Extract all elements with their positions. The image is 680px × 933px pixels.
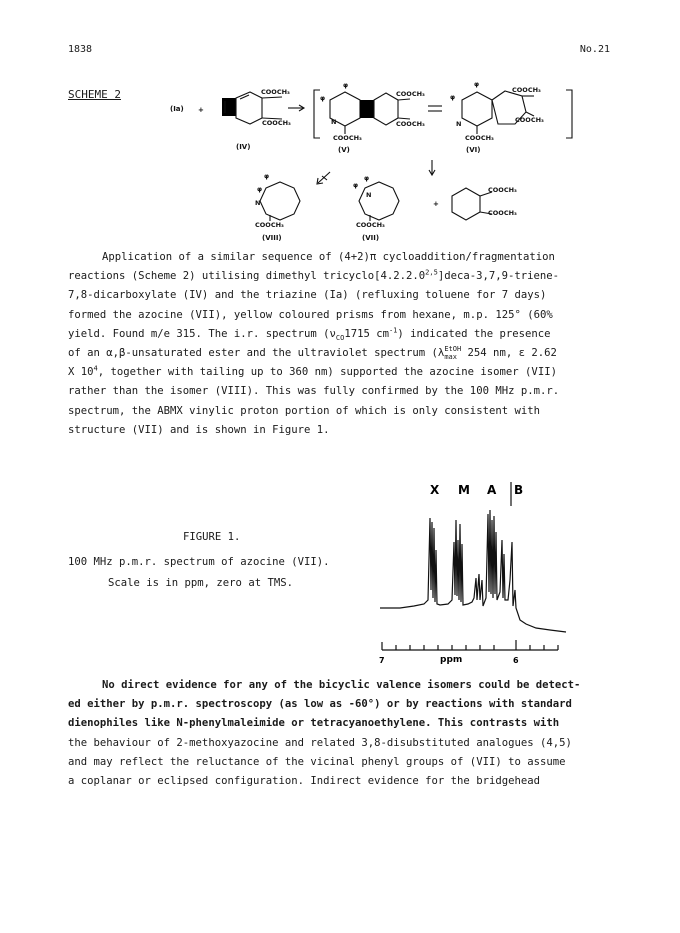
phenyl-label: φ bbox=[353, 181, 359, 189]
spectrum-trace bbox=[380, 510, 566, 632]
structure-vi bbox=[450, 80, 544, 142]
nitrogen-label: N bbox=[331, 118, 337, 126]
figure-caption: 100 MHz p.m.r. spectrum of azocine (VII). bbox=[68, 556, 330, 568]
phenyl-label: φ bbox=[257, 185, 263, 193]
phenyl-label: φ bbox=[474, 80, 480, 88]
ester-label: COOCH₃ bbox=[515, 116, 544, 124]
bracket-right bbox=[566, 90, 572, 138]
peak-label-m: M bbox=[458, 483, 470, 497]
reaction-scheme bbox=[0, 0, 680, 260]
phenyl-label: φ bbox=[343, 81, 349, 89]
ester-label: COOCH₃ bbox=[488, 186, 517, 194]
phenyl-label: φ bbox=[320, 94, 326, 102]
ester-label: COOCH₃ bbox=[396, 90, 425, 98]
ester-label: COOCH₃ bbox=[488, 209, 517, 217]
phenyl-label: φ bbox=[364, 174, 370, 182]
structure-v bbox=[320, 81, 425, 142]
ester-label: COOCH₃ bbox=[262, 119, 291, 127]
scheme-label: SCHEME 2 bbox=[68, 88, 121, 101]
ester-label: COOCH₃ bbox=[333, 134, 362, 142]
ester-label: COOCH₃ bbox=[356, 221, 385, 229]
compound-label-ia: (Ia) bbox=[170, 105, 184, 113]
ester-label: COOCH₃ bbox=[465, 134, 494, 142]
pmr-spectrum-figure bbox=[370, 480, 570, 670]
compound-label-vi: (VI) bbox=[466, 146, 481, 154]
nitrogen-label: N bbox=[366, 191, 372, 199]
page-number: 1838 bbox=[68, 44, 93, 55]
nitrogen-label: N bbox=[255, 199, 261, 207]
figure-caption-scale: Scale is in ppm, zero at TMS. bbox=[108, 577, 293, 589]
body-paragraph-1: Application of a similar sequence of (4+2)π cycloaddition/fragmentation reactions (Scheme 2) utilising dimethyl tricyclo[4.2.2.0$^{2,5}$]deca-3,7,9-triene- 7,8-dicarboxylate (IV) and the triazine (Ia) (refluxing toluene for 7 days) formed the azocine (VII), yellow coloured prisms from hexane, m.p. 125° (60% yield. Found m/e 315. The i.r. spectrum ($\nu_{CO}1715$ $cm^{-1}$) indicated the presence of an α,β-unsaturated ester and the ultraviolet spectrum (λ EtOH max 254 nm, ε 2.62 X $10^4$, together with tailing up to 360 nm) supported the azocine isomer (VII) rather than the isomer (VIII). This was fully confirmed by the 100 MHz p.m.r. spectrum, the ABMX vinylic proton portion of which is only consistent with structure (VII) and is shown in Figure 1. bbox=[68, 251, 560, 436]
compound-label-v: (V) bbox=[338, 146, 350, 154]
nitrogen-label: N bbox=[456, 120, 462, 128]
journal-number: No.21 bbox=[579, 44, 610, 55]
peak-label-a: A bbox=[487, 483, 497, 497]
dimethyl-phthalate-structure bbox=[452, 186, 517, 220]
structure-iv bbox=[222, 88, 291, 127]
phenyl-label: φ bbox=[450, 93, 456, 101]
text-line: Application of a similar sequence of (4+2)π cycloaddition/fragmentation bbox=[102, 251, 555, 263]
axis-tick-label-6: 6 bbox=[513, 656, 519, 665]
axis-tick-label-7: 7 bbox=[379, 656, 385, 665]
plus-sign: + bbox=[198, 106, 204, 114]
phenyl-label: φ bbox=[264, 172, 270, 180]
ester-label: COOCH₃ bbox=[396, 120, 425, 128]
structure-viii bbox=[255, 172, 300, 229]
plus-sign: + bbox=[433, 200, 439, 208]
compound-label-viii: (VIII) bbox=[262, 234, 282, 242]
compound-label-iv: (IV) bbox=[236, 143, 251, 151]
ester-label: COOCH₃ bbox=[261, 88, 290, 96]
peak-label-x: X bbox=[430, 483, 440, 497]
ester-label: COOCH₃ bbox=[512, 86, 541, 94]
ester-label: COOCH₃ bbox=[255, 221, 284, 229]
body-paragraph-2: No direct evidence for any of the bicyclic valence isomers could be detect- ed either by p.m.r. spectroscopy (as low as -60°) or by reactions with standard dienophiles like N-phenylmaleimide or tetracyanoethylene. This contrasts with the behaviour of 2-methoxyazocine and related 3,8-disubstituted analogues (4,5) and may reflect the reluctance of the vicinal phenyl groups of (VII) to assume a coplanar or eclipsed configuration. Indirect evidence for the bridgehead bbox=[68, 679, 581, 788]
compound-label-vii: (VII) bbox=[362, 234, 380, 242]
figure-title: FIGURE 1. bbox=[183, 531, 241, 543]
peak-label-b: B bbox=[514, 483, 524, 497]
structure-vii bbox=[353, 174, 399, 229]
axis-label-ppm: ppm bbox=[440, 655, 463, 665]
